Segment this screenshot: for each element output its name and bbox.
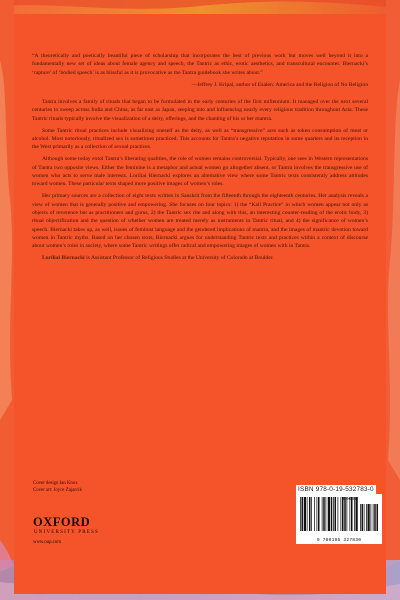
addon-bar xyxy=(364,504,365,531)
barcode-bar xyxy=(309,497,311,531)
back-cover-text xyxy=(32,52,368,267)
cover-credits xyxy=(33,480,82,494)
barcode-bar xyxy=(328,497,330,531)
addon-bar xyxy=(362,504,364,531)
cover-design-credit: Cover design Ian Knox xyxy=(33,481,78,486)
barcode-bar xyxy=(314,497,315,531)
barcode-bar xyxy=(323,497,325,531)
praise-attribution: —Jeffrey J. Kripal, author of Esalen: America and the Religion of No Religion xyxy=(191,81,368,88)
barcode-bar xyxy=(317,497,318,531)
praise-quote: “A theoretically and poetically beautiful piece of scholarship that incorporates the best of previous work but moves well beyond it into a fundamentally new set of ideas about female agency and speech, the Tantric as ethic, erotic aesthetics, and transcultural encounter. Biernacki’s ‘rapture’ of ‘bodied speech’ is as blissful as it is provocative as the Tantra guidebook she writes about.” xyxy=(32,53,368,76)
barcode-bar xyxy=(304,497,306,531)
barcode-bar xyxy=(322,497,323,531)
cover-art-credit: Cover art: Joyce Zujarcik xyxy=(33,488,82,493)
author-bio xyxy=(32,254,368,262)
barcode-bar xyxy=(344,497,346,531)
addon-bar xyxy=(374,504,376,531)
barcode-bars xyxy=(296,494,382,536)
barcode-bar xyxy=(347,497,348,531)
barcode xyxy=(296,494,382,544)
barcode-bar xyxy=(326,497,327,531)
description-paragraph-4: Her primary sources are a collection of eight texts written in Sanskrit from the fifteenth through the eighteenth centuries. Her analysis reveals a view of women that is generally positive and empowering. She focuses on four topics: 1) the “Kali Practice” in which women appear not only as objects of reverence but as practitioners and gurus, 2) the Tantric sex rite and along with this, an interesting counter-reading of the erotic body, 3) ritual objectification and the question of whether women are treated merely as instruments in Tantric ritual, and 4) the significance of women’s speech. Biernacki takes up, as well, issues of feminist language and the gendered implications of mantra, and the images of mantric devotion toward women in Tantric myths. Based on her chosen texts, Biernacki argues for understanding Tantric texts and practices within a context of discourse about women’s roles in society, where some Tantric writings offer radical and empowering images of women with in Tantra. xyxy=(32,193,368,250)
addon-bar xyxy=(360,504,361,531)
barcode-bar xyxy=(341,497,342,531)
publisher-url[interactable]: www.oup.com xyxy=(33,540,61,545)
price-addon: 90000 xyxy=(343,497,358,502)
barcode-bar xyxy=(318,497,320,531)
isbn-label: ISBN 978-0-19-532783-0 xyxy=(298,486,374,493)
barcode-bar xyxy=(307,497,308,531)
addon-bar xyxy=(371,504,372,531)
description-paragraph-1: Tantra involves a family of rituals that began to be formulated in the early centuries of the first millennium. It managed over the next several centuries to sweep across India and China, as far east as Japan, seeping into and influencing nearly every religious tradition throughout Asia. These Tantric rituals typically involve the visualization of a deity, offerings, and the chanting of his or her mantra. xyxy=(32,98,368,122)
addon-bar xyxy=(377,504,379,531)
publisher-logo: OXFORD xyxy=(33,515,91,529)
barcode-bar xyxy=(350,497,351,531)
description-paragraph-3: Although some today extol Tantra’s liberating qualities, the role of women remains controversial. Typically, one sees in Western representations of Tantra two opposite views. Either the feminine is a metaphor and actual women go altogether absent, or Tantra involves the transgressive use of women who acts to serve male interests. Loriliai Biernacki explores an alternative view where some Tantric texts consistently address attitudes toward women. These particular texts shaped more positive images of women’s roles. xyxy=(32,156,368,188)
barcode-bar xyxy=(302,497,304,531)
barcode-bar xyxy=(342,497,344,531)
barcode-bar xyxy=(351,497,353,531)
author-bio-text: is Assistant Professor of Religious Studies at the University of Colorado at Boulder. xyxy=(84,255,274,262)
barcode-bar xyxy=(331,497,333,531)
addon-bar xyxy=(366,504,367,531)
barcode-bar xyxy=(311,497,312,531)
barcode-bar xyxy=(300,497,301,531)
description-paragraph-2: Some Tantric ritual practices include visualizing oneself as the deity, as well as “transgressive” acts such as token consumption of meat or alcohol. Most notoriously, ritualized sex is sometimes practiced. This accounts for Tantra’s negative reputation in some quarters and its reception in the West primarily as a collection of sexual practices. xyxy=(32,127,368,151)
addon-bar xyxy=(368,504,370,531)
barcode-bar xyxy=(333,497,334,531)
author-name: Loriliai Biernacki xyxy=(42,255,85,262)
addon-bar xyxy=(373,504,374,531)
barcode-bar xyxy=(338,497,339,531)
barcode-number: 9 780195 327830 xyxy=(316,538,362,543)
publisher-subtitle: UNIVERSITY PRESS xyxy=(34,530,99,535)
barcode-bar xyxy=(335,497,337,531)
barcode-bar xyxy=(354,497,355,531)
barcode-bar xyxy=(356,497,358,531)
